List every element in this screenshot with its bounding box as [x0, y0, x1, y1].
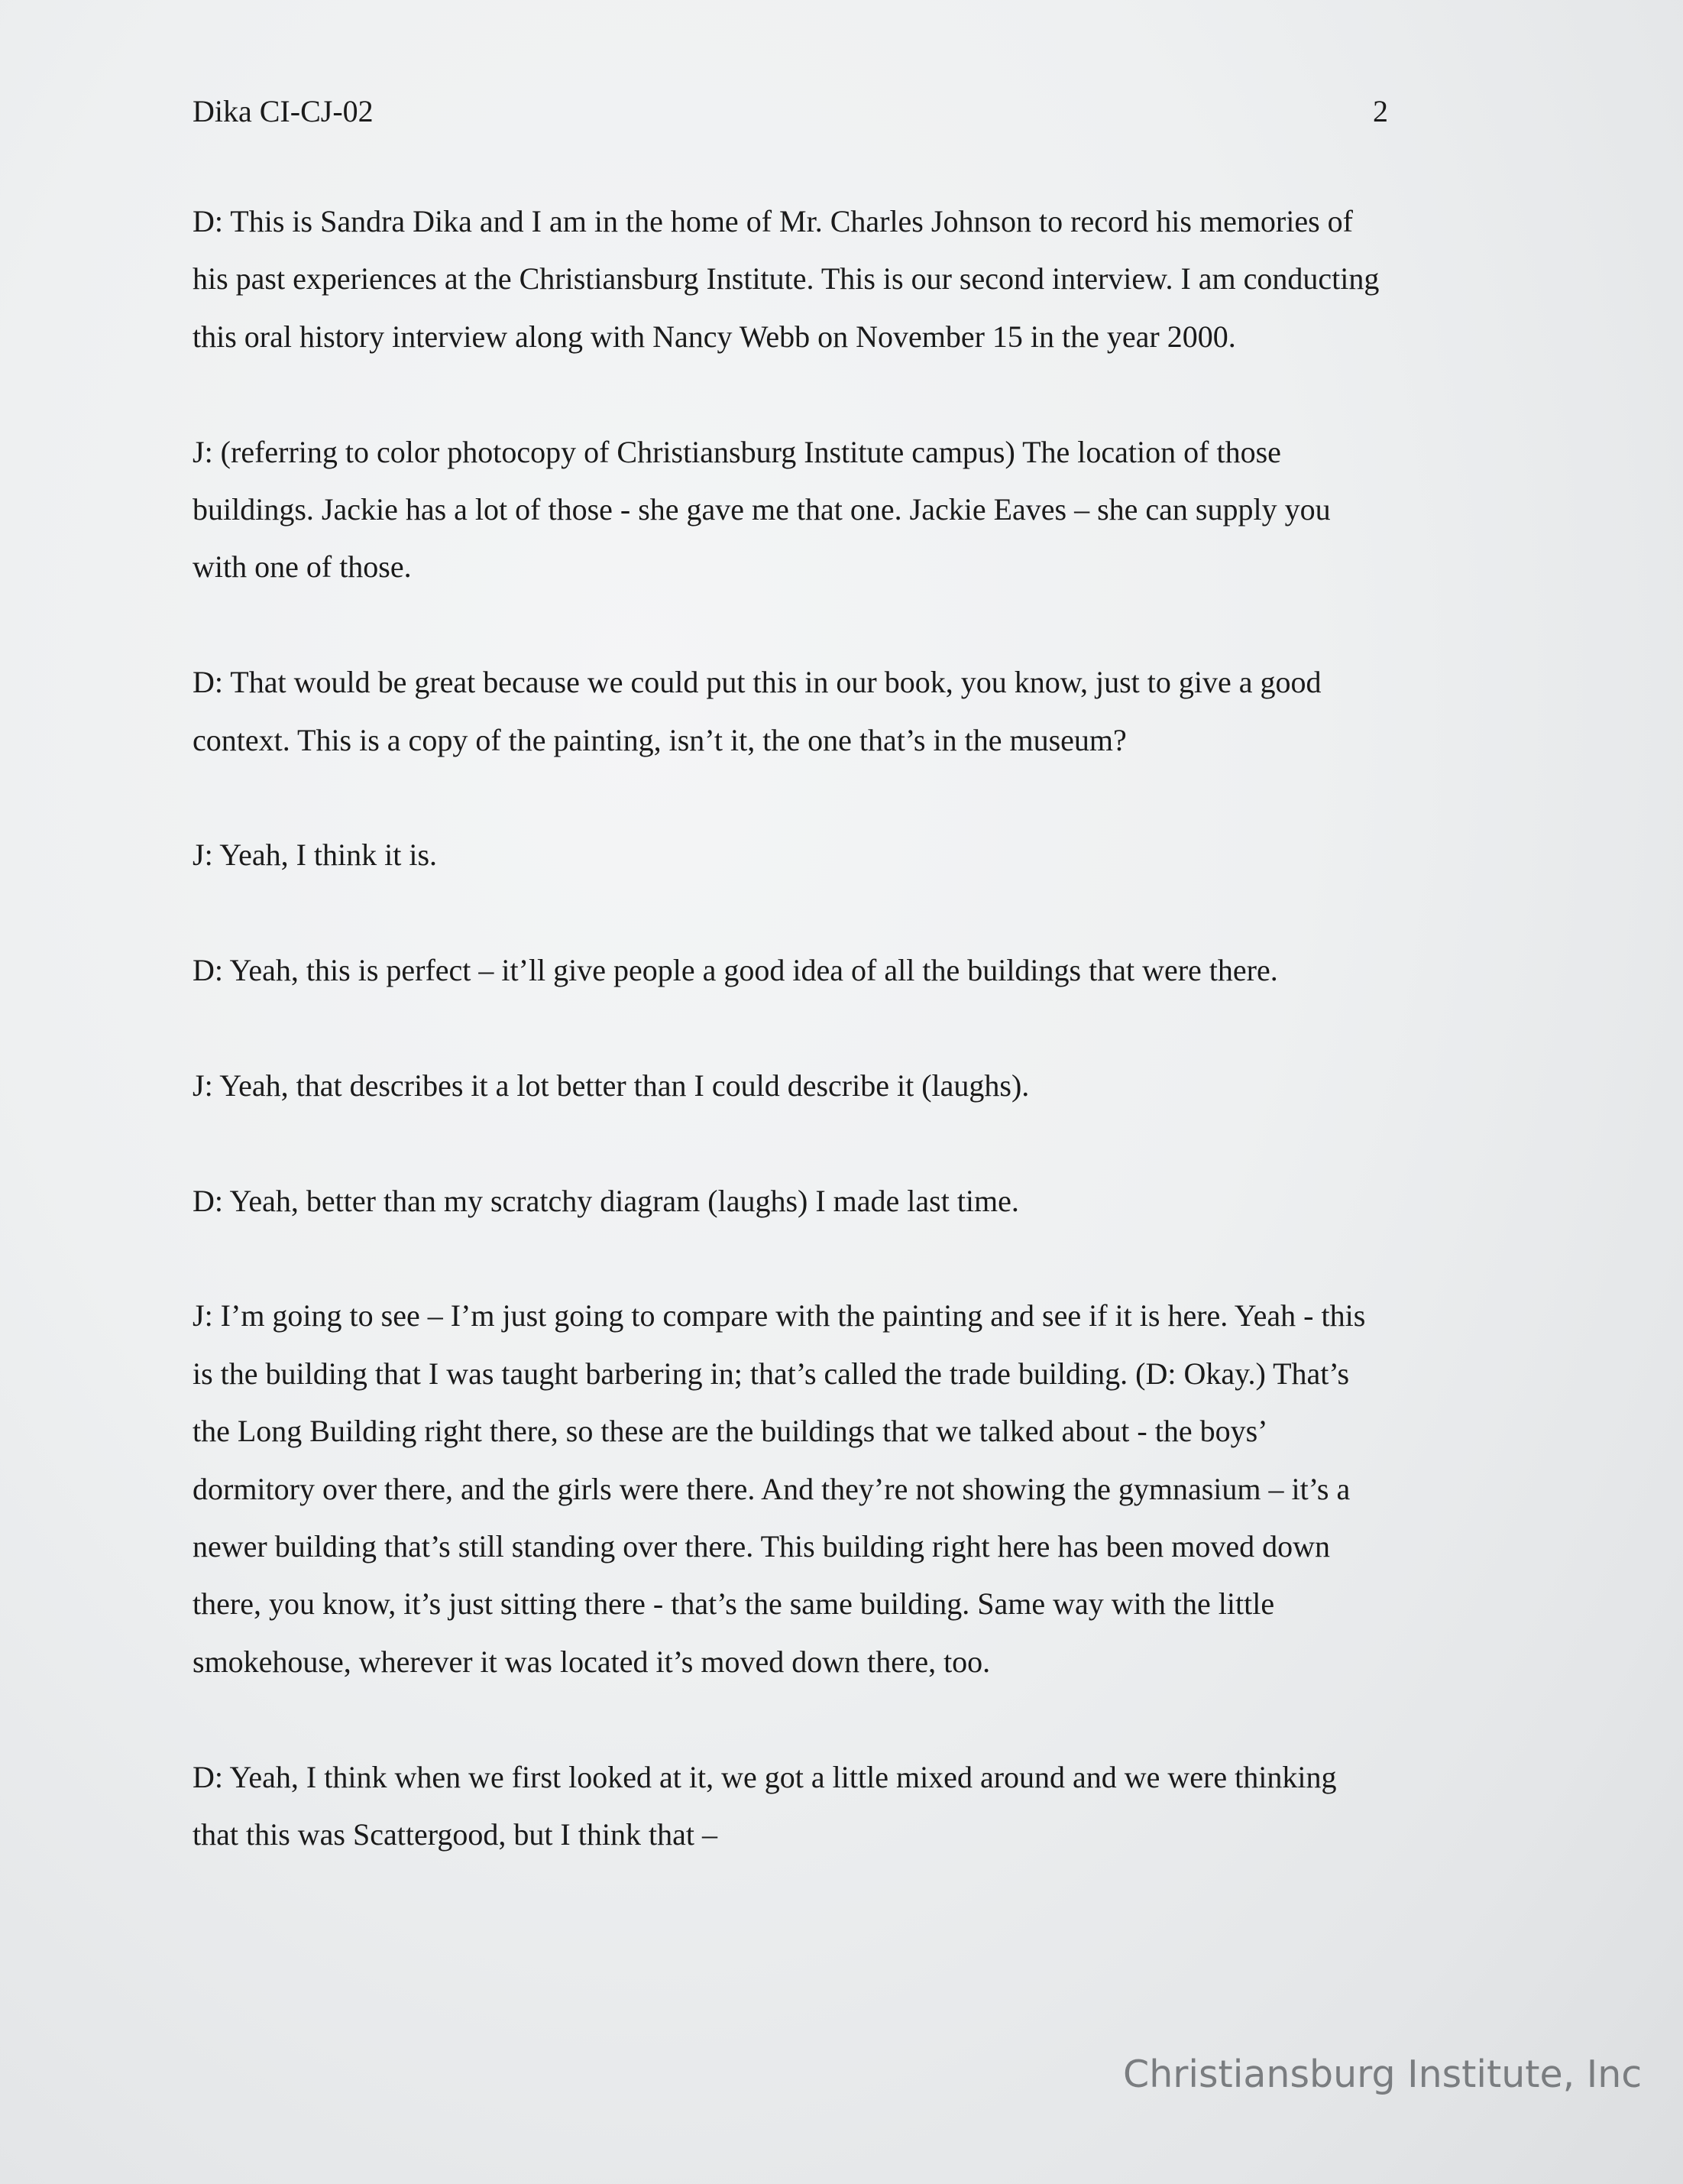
transcript-line: J: (referring to color photocopy of Christiansburg Institute campus) The location of those: [193, 434, 1281, 469]
transcript-line: this oral history interview along with Nancy Webb on November 15 in the year 2000.: [193, 319, 1236, 354]
transcript-line: D: Yeah, I think when we first looked at it, we got a little mixed around and we were thinking: [193, 1759, 1337, 1794]
transcript-paragraph: [193, 1748, 1507, 1864]
transcript-line: that this was Scattergood, but I think that –: [193, 1816, 717, 1852]
transcript-line: there, you know, it’s just sitting there - that’s the same building. Same way with the little: [193, 1586, 1275, 1622]
transcript-paragraph: [193, 826, 1507, 883]
transcript-paragraph: [193, 1287, 1507, 1690]
page-number: 2: [1373, 94, 1388, 128]
transcript-line: J: I’m going to see – I’m just going to compare with the painting and see if it is here. Yeah - this: [193, 1298, 1366, 1333]
transcript-line: is the building that I was taught barbering in; that’s called the trade building. (D: Okay.) That’s: [193, 1356, 1350, 1391]
transcript-line: smokehouse, wherever it was located it’s moved down there, too.: [193, 1644, 991, 1679]
transcript-paragraph: [193, 941, 1507, 999]
transcript-line: context. This is a copy of the painting, isn’t it, the one that’s in the museum?: [193, 722, 1127, 757]
transcript-body: [193, 193, 1507, 1863]
transcript-line: dormitory over there, and the girls were there. And they’re not showing the gymnasium – it’s a: [193, 1471, 1351, 1506]
transcript-line: D: Yeah, better than my scratchy diagram (laughs) I made last time.: [193, 1183, 1019, 1218]
transcript-line: D: Yeah, this is perfect – it’ll give people a good idea of all the buildings that were there.: [193, 953, 1278, 988]
transcript-paragraph: [193, 1057, 1507, 1114]
transcript-line: J: Yeah, I think it is.: [193, 838, 438, 873]
transcript-paragraph: [193, 423, 1507, 596]
transcript-line: D: That would be great because we could put this in our book, you know, just to give a good: [193, 665, 1322, 700]
transcript-line: the Long Building right there, so these are the buildings that we talked about - the boys’: [193, 1414, 1268, 1449]
transcript-paragraph: [193, 193, 1507, 365]
transcript-paragraph: [193, 1172, 1507, 1230]
document-id: Dika CI-CJ-02: [193, 94, 374, 128]
watermark: Christiansburg Institute, Inc: [1123, 2053, 1643, 2096]
transcript-line: buildings. Jackie has a lot of those - she gave me that one. Jackie Eaves – she can supply you: [193, 491, 1331, 527]
transcript-line: newer building that’s still standing over there. This building right here has been moved down: [193, 1528, 1330, 1563]
transcript-paragraph: [193, 653, 1507, 769]
transcript-line: with one of those.: [193, 549, 412, 585]
transcript-line: D: This is Sandra Dika and I am in the home of Mr. Charles Johnson to record his memories of: [193, 204, 1354, 238]
transcript-line: J: Yeah, that describes it a lot better than I could describe it (laughs).: [193, 1068, 1030, 1103]
page-header: [193, 93, 1392, 139]
transcript-line: his past experiences at the Christiansburg Institute. This is our second interview. I am conducting: [193, 261, 1380, 296]
